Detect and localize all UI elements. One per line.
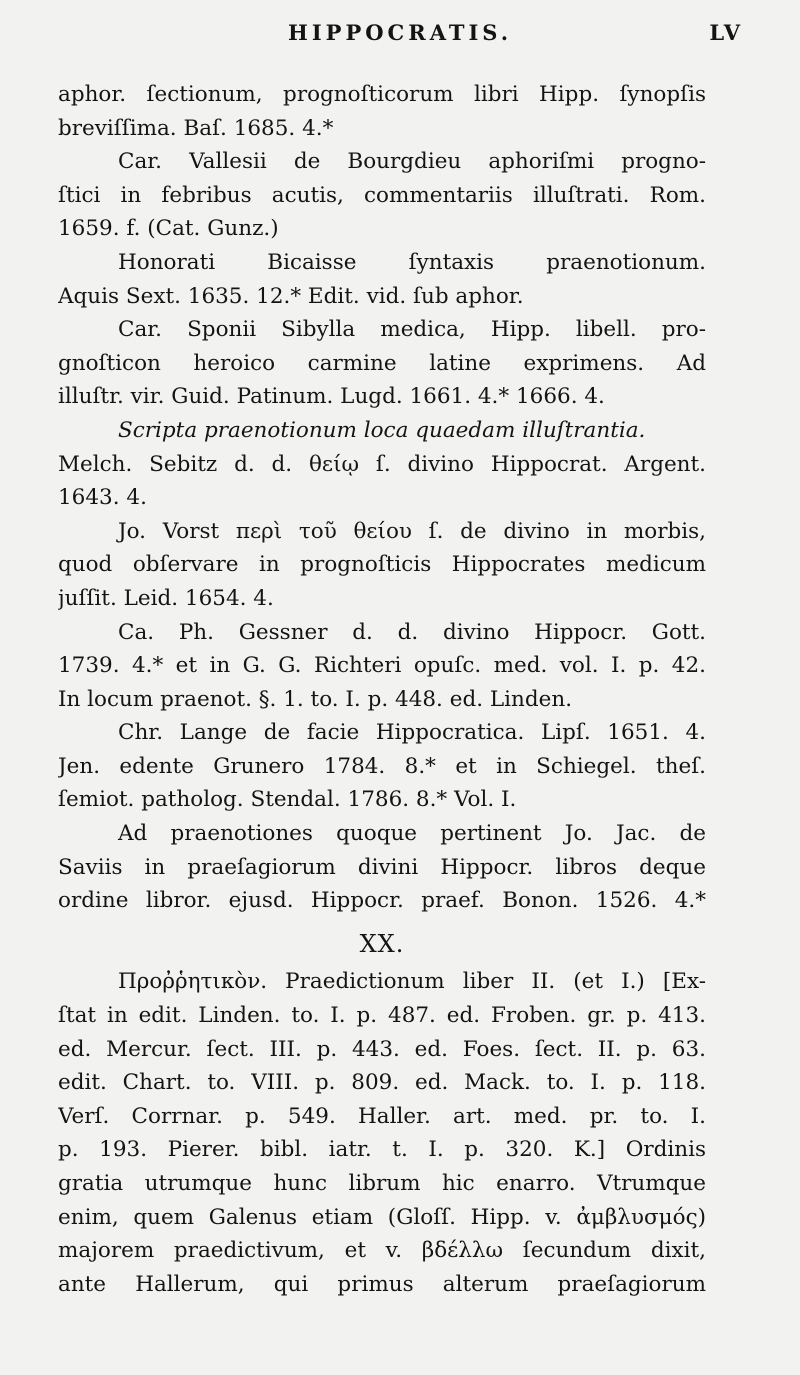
text-line: Jo. Vorst περὶ τοῦ θείου ſ. de divino in morbis, bbox=[118, 518, 706, 544]
text-line: Verſ. Corrnar. p. 549. Haller. art. med. pr. to. I. bbox=[58, 1103, 706, 1129]
text-line: ante Hallerum, qui primus alterum praeſagiorum bbox=[58, 1271, 706, 1297]
text-line: ſemiot. patholog. Stendal. 1786. 8.* Vol. I. bbox=[58, 787, 517, 813]
text-line: Ca. Ph. Gessner d. d. divino Hippocr. Gott. bbox=[118, 619, 706, 645]
text-line: 1659. f. (Cat. Gunz.) bbox=[58, 216, 279, 242]
text-line: p. 193. Pierer. bibl. iatr. t. I. p. 320. K.] Ordinis bbox=[58, 1137, 706, 1163]
text-line: ſtici in febribus acutis, commentariis illuſtrati. Rom. bbox=[58, 182, 706, 208]
text-line: ordine libror. ejusd. Hippocr. praef. Bonon. 1526. 4.* bbox=[58, 888, 706, 914]
text-line: 1643. 4. bbox=[58, 485, 147, 511]
page-number: LV bbox=[709, 20, 742, 45]
text-line: illuſtr. vir. Guid. Patinum. Lugd. 1661. 4.* 1666. 4. bbox=[58, 384, 605, 410]
text-line: edit. Chart. to. VIII. p. 809. ed. Mack. to. I. p. 118. bbox=[58, 1070, 706, 1096]
text-line: Car. Vallesii de Bourgdieu aphoriſmi progno- bbox=[118, 149, 706, 175]
text-line: majorem praedictivum, et v. βδέλλω ſecundum dixit, bbox=[58, 1238, 706, 1264]
text-line: gratia utrumque hunc librum hic enarro. Vtrumque bbox=[58, 1171, 706, 1196]
text-line: Jen. edente Grunero 1784. 8.* et in Schiegel. theſ. bbox=[58, 753, 706, 779]
section-heading: XX. bbox=[359, 929, 405, 958]
text-line: Saviis in praeſagiorum divini Hippocr. libros deque bbox=[58, 854, 706, 880]
text-line: Προῤῥητικὸν. Praedictionum liber II. (et I.) [Ex- bbox=[118, 969, 706, 995]
text-line: breviſſima. Baſ. 1685. 4.* bbox=[58, 115, 334, 141]
text-line: Melch. Sebitz d. d. θείῳ ſ. divino Hippocrat. Argent. bbox=[58, 451, 706, 477]
text-line: quod obſervare in prognoſticis Hippocrates medicum bbox=[58, 552, 706, 578]
text-line: juſſit. Leid. 1654. 4. bbox=[58, 585, 274, 611]
text-line: aphor. ſectionum, prognoſticorum libri Hipp. ſynopſis bbox=[58, 82, 706, 107]
text-line: Car. Sponii Sibylla medica, Hipp. libell. pro- bbox=[118, 317, 706, 343]
text-line: Ad praenotiones quoque pertinent Jo. Jac. de bbox=[118, 821, 706, 847]
text-line: Chr. Lange de facie Hippocratica. Lipſ. 1651. 4. bbox=[118, 720, 706, 746]
text-line: Aquis Sext. 1635. 12.* Edit. vid. ſub aphor. bbox=[58, 283, 524, 309]
text-line: 1739. 4.* et in G. G. Richteri opuſc. med. vol. I. p. 42. bbox=[58, 653, 706, 679]
text-line: ſtat in edit. Linden. to. I. p. 487. ed. Froben. gr. p. 413. bbox=[58, 1003, 706, 1029]
running-head: HIPPOCRATIS. bbox=[287, 20, 513, 45]
text-line: In locum praenot. §. 1. to. I. p. 448. ed. Linden. bbox=[58, 686, 573, 712]
subsection-heading: Scripta praenotionum loca quaedam illuſtrantia. bbox=[118, 417, 646, 443]
text-line: ed. Mercur. ſect. III. p. 443. ed. Foes. ſect. II. p. 63. bbox=[58, 1036, 706, 1062]
text-line: enim, quem Galenus etiam (Gloſſ. Hipp. v. ἀμβλυσμός) bbox=[58, 1204, 706, 1230]
text-line: Honorati Bicaisse ſyntaxis praenotionum. bbox=[118, 249, 706, 275]
page-body bbox=[58, 78, 706, 1301]
text-line: gnoſticon heroico carmine latine exprimens. Ad bbox=[58, 350, 706, 376]
